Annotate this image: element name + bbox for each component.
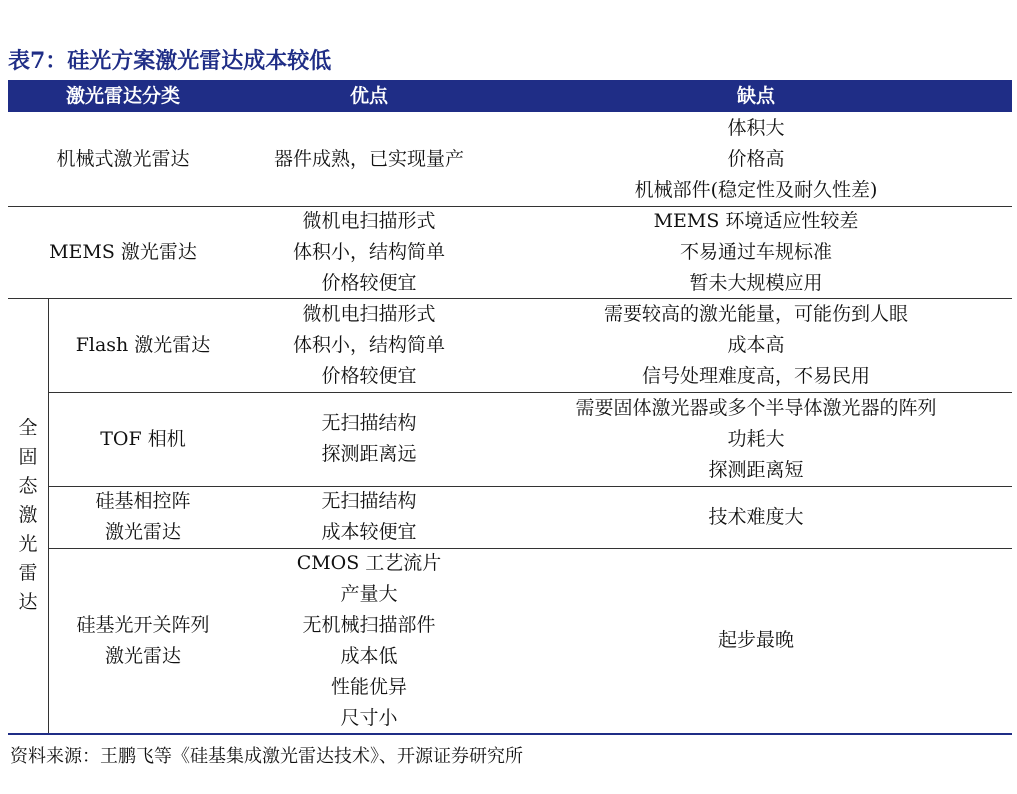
table-bottom-rule: [8, 733, 1012, 735]
category-label: 激光雷达: [104, 521, 181, 543]
source-note: 资料来源：王鹏飞等《硅基集成激光雷达技术》、开源证券研究所: [10, 746, 523, 767]
group-char: 雷: [18, 562, 38, 584]
solid-state-group-label: [8, 298, 48, 733]
row-switch-category: [48, 548, 238, 733]
pro-item: 无扫描结构: [321, 412, 417, 434]
row-opa-category: [48, 486, 238, 548]
pro-item: 价格较便宜: [321, 271, 417, 294]
con-item: 技术难度大: [708, 505, 804, 528]
row-flash-category: [48, 298, 238, 392]
row-mems-category: [8, 206, 238, 298]
pro-item: 成本较便宜: [321, 521, 417, 543]
header-category: 激光雷达分类: [65, 85, 180, 107]
pro-item: 尺寸小: [340, 706, 398, 729]
category-label: 激光雷达: [104, 644, 181, 667]
row-switch-cons: [500, 548, 1012, 733]
con-item: 信号处理难度高，不易民用: [641, 364, 870, 387]
group-char: 达: [18, 591, 38, 613]
category-label: TOF 相机: [100, 427, 186, 450]
pro-item: 性能优异: [330, 675, 407, 698]
pro-item: 探测距离远: [321, 443, 417, 465]
row-switch-pros: [238, 548, 500, 733]
pro-item: 无扫描结构: [321, 490, 417, 512]
con-item: 需要固体激光器或多个半导体激光器的阵列: [575, 396, 937, 419]
header-pros: 优点: [349, 85, 388, 107]
pro-item: CMOS 工艺流片: [296, 551, 442, 574]
group-char: 态: [18, 475, 38, 497]
con-item: MEMS 环境适应性较差: [653, 209, 859, 232]
con-item: 探测距离短: [708, 458, 804, 481]
header-cons: 缺点: [736, 85, 775, 107]
con-item: 价格高: [727, 147, 785, 170]
row-tof-pros: [238, 392, 500, 486]
pro-item: 体积小，结构简单: [292, 240, 445, 263]
category-label: MEMS 激光雷达: [49, 240, 197, 263]
row-tof-cons: [500, 392, 1012, 486]
pro-item: 微机电扫描形式: [302, 302, 436, 325]
pro-item: 成本低: [340, 644, 398, 667]
table-header: [8, 80, 1012, 112]
group-char: 光: [18, 533, 38, 555]
row-tof-category: [48, 392, 238, 486]
row-mech-category: [8, 112, 238, 206]
category-label: 硅基光开关阵列: [76, 613, 210, 636]
con-item: 体积大: [727, 116, 785, 139]
con-item: 暂未大规模应用: [689, 271, 823, 294]
row-flash-cons: [500, 298, 1012, 392]
row-opa-pros: [238, 486, 500, 548]
group-char: 激: [18, 504, 38, 526]
row-mech-cons: [500, 112, 1012, 206]
group-char: 固: [18, 446, 38, 468]
pro-item: 微机电扫描形式: [302, 209, 436, 232]
con-item: 功耗大: [727, 427, 785, 450]
row-mech-pros: [238, 112, 500, 206]
pro-item: 产量大: [340, 582, 398, 605]
row-mems-pros: [238, 206, 500, 298]
con-item: 起步最晚: [717, 629, 794, 651]
category-label: 硅基相控阵: [95, 490, 191, 512]
category-label: 机械式激光雷达: [56, 147, 190, 170]
pro-item: 无机械扫描部件: [302, 613, 436, 636]
con-item: 机械部件(稳定性及耐久性差): [634, 178, 878, 201]
pro-item: 体积小，结构简单: [292, 333, 445, 356]
con-item: 成本高: [727, 333, 785, 356]
row-mems-cons: [500, 206, 1012, 298]
group-char: 全: [18, 417, 38, 439]
table-title: 表7：硅光方案激光雷达成本较低: [8, 48, 332, 74]
con-item: 需要较高的激光能量，可能伤到人眼: [603, 302, 908, 325]
category-label: Flash 激光雷达: [75, 333, 211, 356]
con-item: 不易通过车规标准: [679, 240, 832, 263]
row-flash-pros: [238, 298, 500, 392]
pro-item: 价格较便宜: [321, 364, 417, 387]
pro-item: 器件成熟，已实现量产: [273, 147, 464, 170]
row-opa-cons: [500, 486, 1012, 548]
